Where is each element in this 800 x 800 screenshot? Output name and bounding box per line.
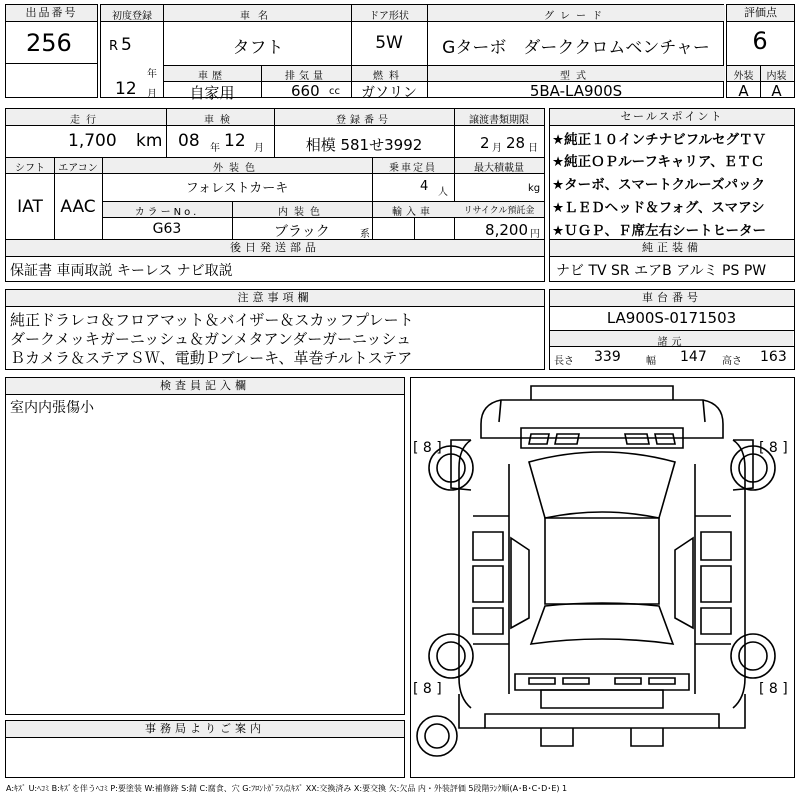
length-value: 339 xyxy=(594,349,621,365)
car-name-label: 車名 xyxy=(240,11,276,22)
chassis-value: LA900S-0171503 xyxy=(606,309,737,327)
first-reg-month: 12 xyxy=(115,79,137,99)
transfer-day-unit: 日 xyxy=(528,143,538,154)
max-load-unit: kg xyxy=(528,183,541,194)
aircon-label: エアコン xyxy=(58,163,98,174)
shift-value: IAT xyxy=(17,197,43,217)
legend-text: A:ｷｽﾞ U:ﾍｺﾐ B:ｷｽﾞを伴うﾍｺﾐ P:要塗装 W:補修跡 S:錆 C:腐食、穴 G:ﾌﾛﾝﾄｶﾞﾗｽ点ｷｽﾞ XX:交換済み X:要交換 欠:欠品 内・外装評価 5段階ﾗﾝｸ順(A･B･C･D･E) 1 xyxy=(6,784,568,793)
mileage-unit: km xyxy=(136,131,163,151)
tire-rear-left-tread: [ 8 ] xyxy=(413,681,442,697)
transfer-label: 譲渡書類期限 xyxy=(469,115,529,126)
sales-point-5: ★ＵＧＰ、Ｆ席左右シートヒーター xyxy=(552,223,767,239)
inspection-year: 08 xyxy=(178,131,200,151)
sales-point-1: ★純正１０インチナビフルセグＴＶ xyxy=(552,132,767,148)
interior-label: 内装 xyxy=(766,71,787,82)
top-info-box xyxy=(100,4,724,102)
equipment-value: ナビ TV SR エアB アルミ PS PW xyxy=(556,263,767,279)
displacement-value: 660 xyxy=(291,82,320,100)
later-parts-box xyxy=(5,240,545,282)
chassis-box xyxy=(549,289,795,370)
first-reg-era: R xyxy=(109,39,119,54)
length-label: 長さ xyxy=(554,356,574,367)
transfer-month: 2 xyxy=(480,134,490,152)
notes-box xyxy=(5,289,545,370)
fuel-value: ガソリン xyxy=(361,85,417,101)
width-value: 147 xyxy=(680,349,707,365)
equipment-box xyxy=(549,240,795,282)
history-label: 車歴 xyxy=(198,71,226,82)
score-box xyxy=(726,4,795,98)
import-label: 輸入車 xyxy=(392,207,434,218)
inspector-box xyxy=(5,377,405,715)
office-label: 事務局よりご案内 xyxy=(6,721,404,738)
model-value: 5BA-LA900S xyxy=(529,82,623,100)
car-diagram-box xyxy=(410,377,795,778)
car-diagram xyxy=(411,378,793,776)
door-value: 5W xyxy=(375,33,403,53)
first-reg-month-unit: 月 xyxy=(147,89,157,100)
sales-point-2: ★純正ＯＰルーフキャリア、ＥＴＣ xyxy=(552,154,765,170)
vehicle-details-box xyxy=(5,108,545,240)
first-reg-year: 5 xyxy=(121,35,132,55)
recycle-value: 8,200 xyxy=(485,221,528,239)
displacement-unit: cc xyxy=(329,86,340,97)
sales-points-label: セールスポイント xyxy=(550,109,794,126)
sales-point-3: ★ターボ、スマートクルーズパック xyxy=(552,177,765,193)
door-label: ドア形状 xyxy=(369,11,409,22)
transfer-month-unit: 月 xyxy=(492,143,502,154)
equipment-label: 純正装備 xyxy=(550,240,794,257)
dims-label: 諸元 xyxy=(657,337,686,348)
height-value: 163 xyxy=(760,349,787,365)
lot-label: 出品番号 xyxy=(6,5,97,22)
plate-value: 相模 581せ3992 xyxy=(305,136,423,154)
plate-label: 登録番号 xyxy=(336,115,392,126)
car-name-value: タフト xyxy=(232,38,284,58)
inspection-label: 車検 xyxy=(204,115,236,126)
office-box xyxy=(5,720,405,778)
ext-color-label: 外装色 xyxy=(213,163,261,174)
capacity-value: 4 xyxy=(420,179,429,194)
notes-label: 注意事項欄 xyxy=(6,290,544,307)
score-label: 評価点 xyxy=(727,5,794,22)
recycle-unit: 円 xyxy=(530,229,540,240)
exterior-label: 外装 xyxy=(733,71,754,82)
first-reg-label: 初度登録 xyxy=(112,11,152,22)
shift-label: シフト xyxy=(15,163,45,174)
int-color-value: ブラック xyxy=(274,224,330,240)
model-label: 型式 xyxy=(560,71,592,82)
inspection-month: 12 xyxy=(224,131,246,151)
transfer-day: 28 xyxy=(506,134,526,152)
capacity-unit: 人 xyxy=(438,187,448,198)
inspector-note: 室内内張傷小 xyxy=(10,400,94,416)
chassis-label: 車台番号 xyxy=(550,290,794,307)
notes-line-2: ダークメッキガーニッシュ＆ガンメタアンダーガーニッシュ xyxy=(10,330,412,348)
mileage-value: 1,700 xyxy=(68,131,117,151)
color-no-label: カラーNo. xyxy=(134,207,200,218)
mileage-label: 走行 xyxy=(70,115,102,126)
sales-points-box xyxy=(549,108,795,240)
later-parts-value: 保証書 車両取説 キーレス ナビ取説 xyxy=(10,263,233,279)
fuel-label: 燃料 xyxy=(373,71,405,82)
max-load-label: 最大積載量 xyxy=(474,163,524,174)
color-no-value: G63 xyxy=(152,221,182,237)
int-color-label: 内装色 xyxy=(278,207,326,218)
later-parts-label: 後日発送部品 xyxy=(6,240,544,257)
capacity-label: 乗車定員 xyxy=(389,163,437,174)
history-value: 自家用 xyxy=(189,84,235,102)
exterior-grade: A xyxy=(738,82,749,100)
first-reg-year-unit: 年 xyxy=(147,69,157,80)
notes-line-1: 純正ドラレコ＆フロアマット＆バイザー＆スカッフプレート xyxy=(10,311,414,329)
lot-number: 256 xyxy=(26,29,72,57)
notes-line-3: Ｂカメラ＆ステアＳＷ、電動Ｐブレーキ、革巻チルトステア xyxy=(10,349,413,367)
inspector-label: 検査員記入欄 xyxy=(6,378,404,395)
tire-front-left-tread: [ 8 ] xyxy=(413,440,442,456)
lot-box xyxy=(5,4,98,98)
inspection-year-unit: 年 xyxy=(210,143,220,154)
sales-point-4: ★ＬＥＤヘッド＆フォグ、スマアシ xyxy=(552,200,765,216)
int-color-unit: 系 xyxy=(360,229,370,240)
tire-front-right-tread: [ 8 ] xyxy=(759,440,788,456)
ext-color-value: フォレストカーキ xyxy=(185,181,289,196)
recycle-label: リサイクル預託金 xyxy=(463,206,535,216)
interior-grade: A xyxy=(771,82,782,100)
width-label: 幅 xyxy=(646,356,656,367)
score-value: 6 xyxy=(752,27,768,55)
grade-label: グレード xyxy=(544,11,608,22)
grade-value: Gターボ ダーククロムベンチャー xyxy=(442,38,710,58)
height-label: 高さ xyxy=(722,356,742,367)
tire-rear-right-tread: [ 8 ] xyxy=(759,681,788,697)
aircon-value: AAC xyxy=(60,197,96,217)
inspection-month-unit: 月 xyxy=(254,143,264,154)
displacement-label: 排気量 xyxy=(285,71,327,82)
